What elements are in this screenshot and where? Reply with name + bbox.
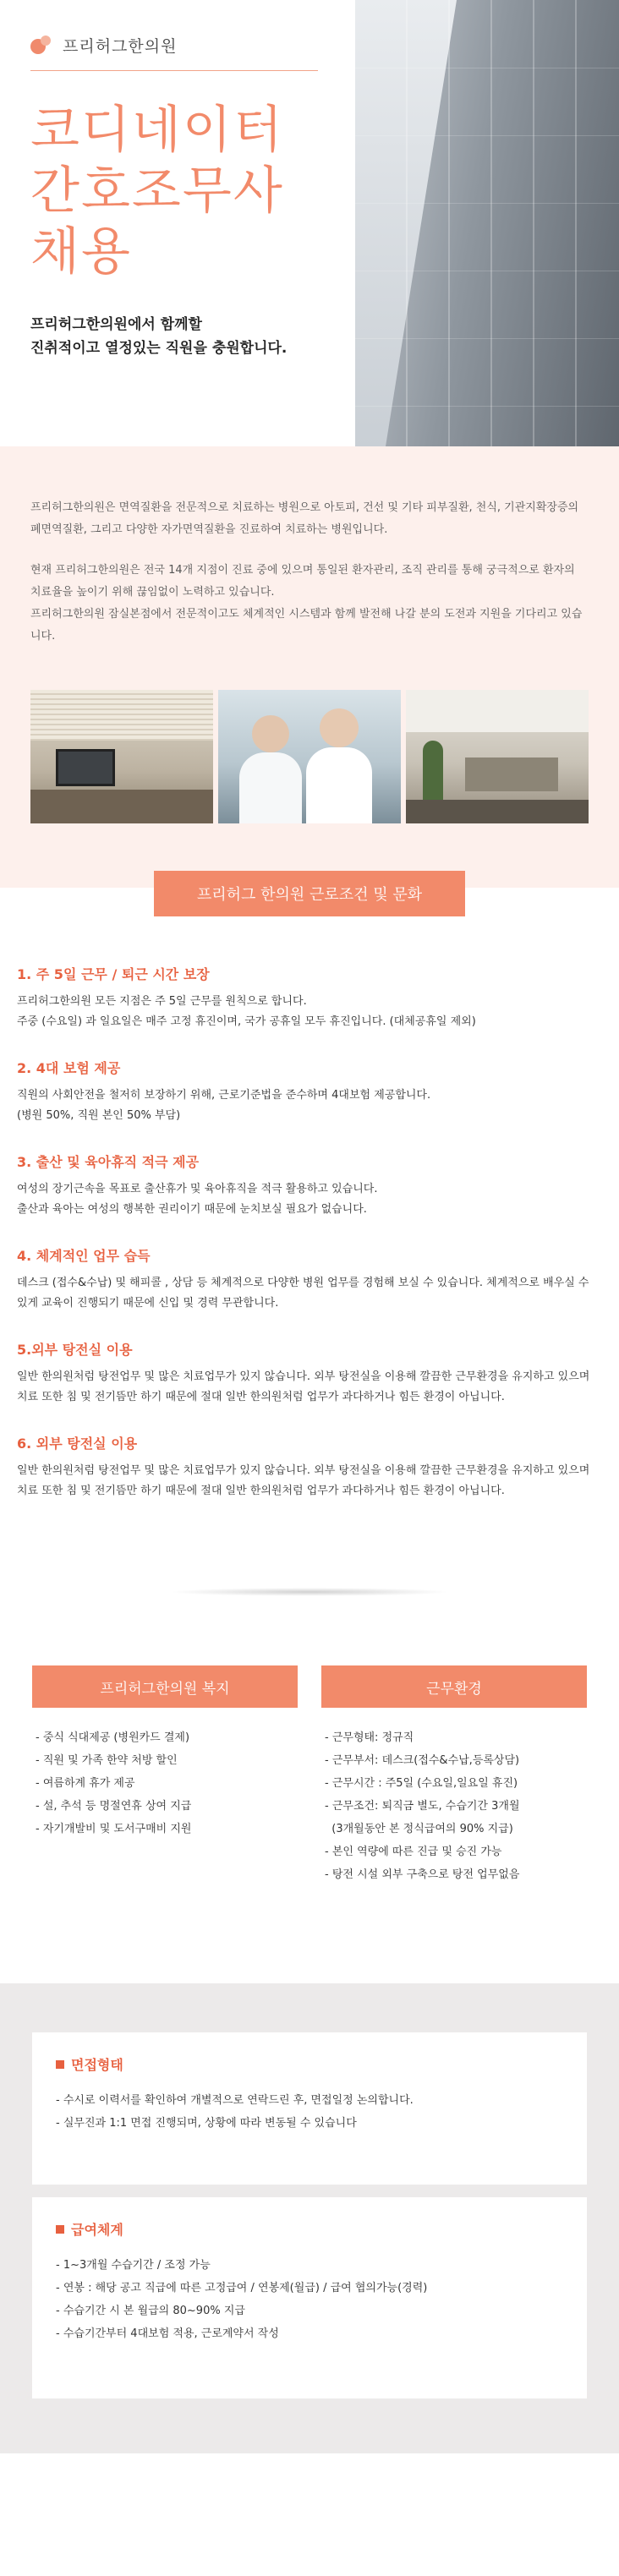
condition-body: 여성의 장기근속을 목표로 출산휴가 및 육아휴직을 적극 활용하고 있습니다. 출산과 육아는 여성의 행복한 권리이기 때문에 눈치보실 필요가 없습니다. (17, 1183, 378, 1216)
condition-title: 6. 외부 탕전실 이용 (17, 1436, 138, 1452)
welfare-column (32, 1665, 298, 1886)
list-item: - 근무부서: 데스크(접수&수납,등록상담) (325, 1754, 520, 1767)
intro-section (0, 446, 619, 888)
subtitle-line: 진취적이고 열정있는 직원을 충원합니다. (30, 340, 288, 357)
intro-paragraph: 프리허그한의원 잠실본점에서 전문적이고도 체계적인 시스템과 함께 발전해 나갈 분의 도전과 지원을 기다리고 있습니다. (30, 608, 583, 643)
title-line: 간호조무사 (30, 161, 284, 221)
list-item: - 직원 및 가족 한약 처방 할인 (36, 1754, 178, 1767)
condition-body: 일반 한의원처럼 탕전업무 및 많은 치료업무가 있지 않습니다. 외부 탕전실을 이용해 깔끔한 근무환경을 유지하고 있으며 치료 또한 침 및 전기뜸만 하기 때문에 절대 일반 한의원처럼 업무가 과다하거나 힘든 환경이 아닙니다. (17, 1464, 590, 1497)
subtitle-line: 프리허그한의원에서 함께할 (30, 316, 202, 333)
interview-card (32, 2032, 587, 2185)
salary-title: 급여체계 (71, 2222, 123, 2238)
benefits-section (32, 1665, 587, 1886)
title-line: 채용 (30, 222, 132, 282)
work-env-title: 근무환경 (321, 1665, 587, 1708)
welfare-list (32, 1726, 298, 1840)
condition-item (17, 1245, 602, 1314)
list-item: - 설, 추석 등 명절연휴 상여 지급 (36, 1800, 192, 1813)
condition-title: 4. 체계적인 업무 습득 (17, 1248, 151, 1264)
interview-title: 면접형태 (71, 2057, 123, 2073)
lobby-photo (406, 690, 589, 823)
logo (30, 34, 318, 71)
building-photo (355, 0, 619, 446)
list-item: - 근무조건: 퇴직금 별도, 수습기간 3개월 (325, 1800, 520, 1813)
condition-title: 3. 출산 및 육아휴직 적극 제공 (17, 1154, 200, 1170)
list-item: - 근무형태: 정규직 (325, 1731, 414, 1744)
intro-paragraph: 현재 프리허그한의원은 전국 14개 지점이 진료 중에 있으며 통일된 환자관리, 조직 관리를 통해 궁극적으로 환자의 치료율을 높이기 위해 끊임없이 노력하고 있습니다. (30, 564, 575, 599)
work-env-column (321, 1665, 587, 1886)
condition-title: 5.외부 탕전실 이용 (17, 1342, 133, 1358)
work-env-list (321, 1726, 587, 1886)
doctors-photo (218, 690, 401, 823)
photo-gallery (30, 690, 589, 823)
list-item: - 자기개발비 및 도서구매비 지원 (36, 1823, 192, 1835)
condition-item (17, 1433, 602, 1501)
section-title: 프리허그 한의원 근로조건 및 문화 (154, 871, 465, 916)
condition-body: 데스크 (접수&수납) 및 해피콜 , 상담 등 체계적으로 다양한 병원 업무를 경험해 보실 수 있습니다. 체계적으로 배우실 수 있게 교육이 진행되기 때문에 신입 및 경력 무관합니다. (17, 1277, 589, 1310)
square-bullet-icon (56, 2225, 64, 2234)
salary-heading (56, 2219, 563, 2239)
list-item: - 여름하계 휴가 제공 (36, 1777, 135, 1790)
hero-section (0, 0, 619, 446)
title-line: 코디네이터 (30, 101, 284, 160)
list-item: - 실무진과 1:1 면접 진행되며, 상황에 따라 변동될 수 있습니다 (56, 2117, 357, 2130)
condition-title: 1. 주 5일 근무 / 퇴근 시간 보장 (17, 966, 210, 982)
list-item: - 수습기간부터 4대보험 적용, 근로계약서 작성 (56, 2327, 279, 2340)
list-item: - 수시로 이력서를 확인하여 개별적으로 연락드린 후, 면접일정 논의합니다. (56, 2094, 414, 2107)
list-item: - 중식 식대제공 (병원카드 결제) (36, 1731, 190, 1744)
salary-card (32, 2197, 587, 2398)
welfare-title: 프리허그한의원 복지 (32, 1665, 298, 1708)
condition-body: 직원의 사회안전을 철저히 보장하기 위해, 근로기준법을 준수하며 4대보험 제공합니다. (병원 50%, 직원 본인 50% 부담) (17, 1089, 431, 1122)
conditions-list (17, 964, 602, 1527)
condition-body: 프리허그한의원 모든 지점은 주 5일 근무를 원칙으로 합니다. 주중 (수요일) 과 일요일은 매주 고정 휴진이며, 국가 공휴일 모두 휴진입니다. (대체공휴일 제외) (17, 995, 476, 1028)
divider-shadow (169, 1588, 450, 1596)
list-item: - 본인 역량에 따른 진급 및 승진 가능 (325, 1846, 502, 1858)
list-item: - 연봉 : 해당 공고 직급에 따른 고정급여 / 연봉제(월급) / 급여 협의가능(경력) (56, 2282, 428, 2294)
condition-item (17, 964, 602, 1032)
logo-icon (30, 36, 54, 56)
interview-heading (56, 2054, 563, 2074)
intro-paragraph: 프리허그한의원은 면역질환을 전문적으로 치료하는 병원으로 아토피, 건선 및 기타 피부질환, 천식, 기관지확장증의 폐면역질환, 그리고 다양한 자가면역질환을 진료하여 치료하는 병원입니다. (30, 501, 579, 536)
list-item: - 수습기간 시 본 월급의 80~90% 지급 (56, 2305, 245, 2317)
logo-text: 프리허그한의원 (63, 37, 178, 56)
square-bullet-icon (56, 2060, 64, 2069)
condition-body: 일반 한의원처럼 탕전업무 및 많은 치료업무가 있지 않습니다. 외부 탕전실을 이용해 깔끔한 근무환경을 유지하고 있으며 치료 또한 침 및 전기뜸만 하기 때문에 절대 일반 한의원처럼 업무가 과다하거나 힘든 환경이 아닙니다. (17, 1370, 590, 1403)
condition-item (17, 1151, 602, 1220)
interview-list (56, 2089, 563, 2135)
list-item: - 1~3개월 수습기간 / 조정 가능 (56, 2259, 211, 2272)
salary-list (56, 2254, 563, 2345)
list-item: (3개월동안 본 정식급여의 90% 지급) (325, 1823, 513, 1835)
info-section (0, 1983, 619, 2453)
condition-title: 2. 4대 보험 제공 (17, 1060, 121, 1076)
page-title (30, 100, 352, 282)
condition-item (17, 1058, 602, 1126)
list-item: - 탕전 시설 외부 구축으로 탕전 업무없음 (325, 1868, 520, 1881)
hero-subtitle (30, 313, 352, 360)
condition-item (17, 1339, 602, 1408)
hero-text (30, 34, 352, 360)
intro-text (30, 497, 589, 666)
list-item: - 근무시간 : 주5일 (수요일,일요일 휴진) (325, 1777, 518, 1790)
office-photo (30, 690, 213, 823)
